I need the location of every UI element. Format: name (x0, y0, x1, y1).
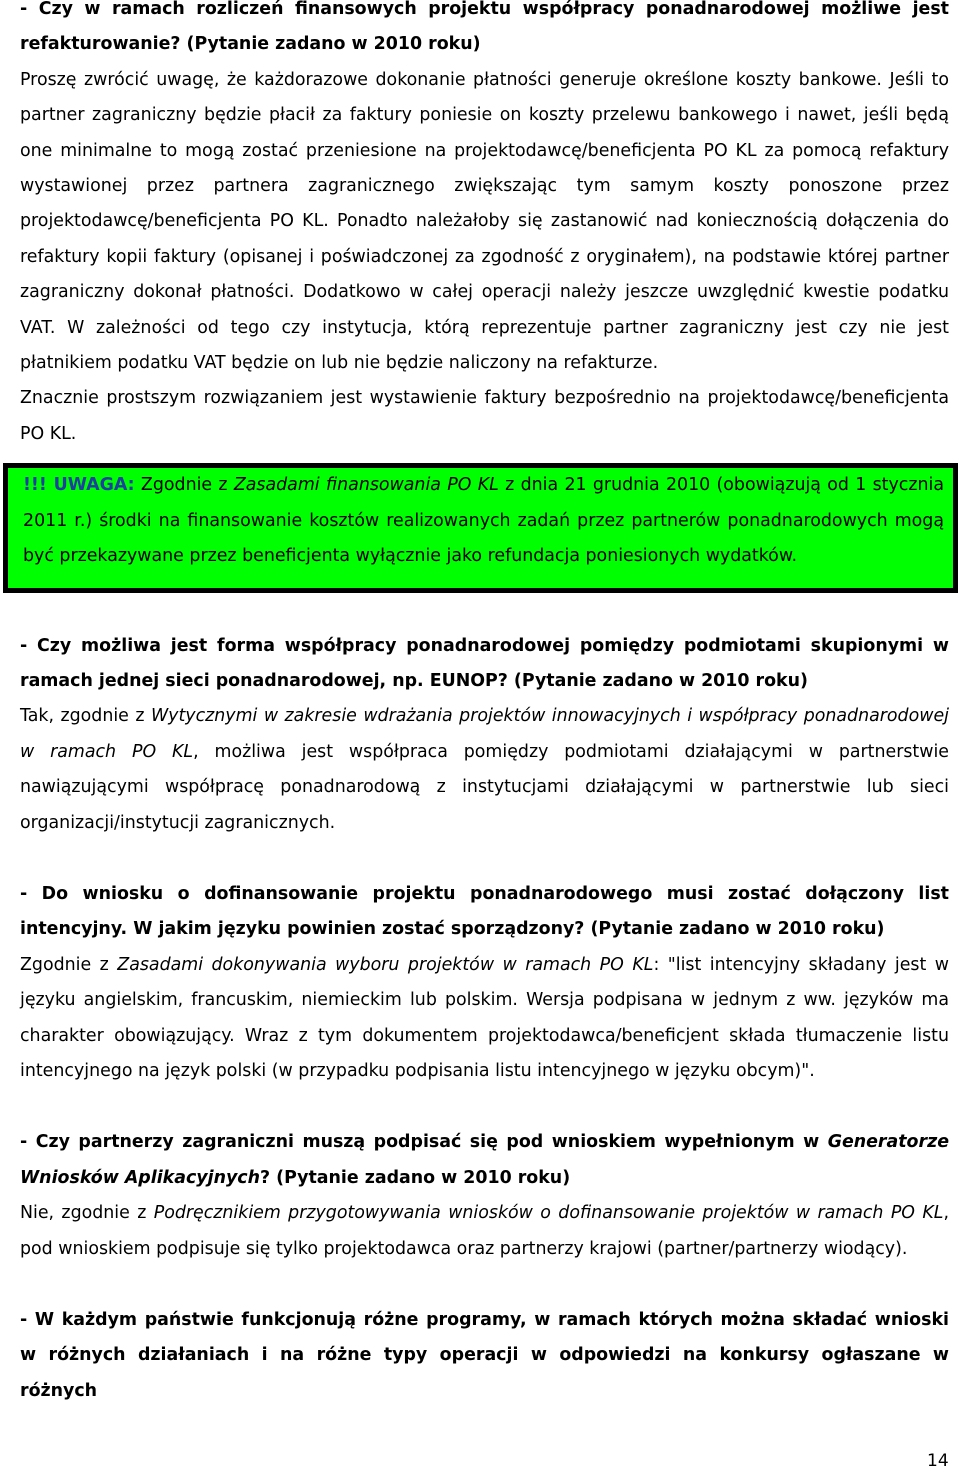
notice-doc-title: Zasadami finansowania PO KL (233, 475, 499, 496)
question-eunop: - Czy możliwa jest forma współpracy ponadnarodowej pomiędzy podmiotami skupionymi w ramach jednej sieci ponadnarodowej, np. EUNOP? (Pytanie zadano w 2010 roku) (20, 635, 949, 691)
answer-list-intencyjny-b: : "list intencyjny składany jest w języku angielskim, francuskim, niemieckim lub polskim. Wersja podpisana w jednym z ww. języków ma charakter obowiązujący. Wraz z tym dokumentem projektodawca/beneficjent składa tłumaczenie listu intencyjnego na język polski (w przypadku podpisania listu intencyjnego w języku obcym)". (20, 954, 949, 1081)
answer-generator (20, 1196, 949, 1267)
question-generator-italic: Generatorze Wniosków Aplikacyjnych (20, 1132, 949, 1188)
spacer (20, 841, 949, 877)
answer-generator-a: Nie, zgodnie z (20, 1203, 154, 1224)
answer-eunop-b: , możliwa jest współpraca pomiędzy podmiotami działającymi w partnerstwie nawiązującymi współpracę ponadnarodową z instytucjami działającymi w partnerstwie lub sieci organizacji/instytucji zagranicznych. (20, 741, 949, 833)
answer-eunop (20, 699, 949, 841)
spacer (20, 593, 949, 629)
answer-list-intencyjny (20, 948, 949, 1090)
answer-refakturowanie-alternative: Znacznie prostszym rozwiązaniem jest wystawienie faktury bezpośrednio na projektodawcę/beneficjenta PO KL. (20, 388, 949, 444)
question-refakturowanie: - Czy w ramach rozliczeń finansowych projektu współpracy ponadnarodowej możliwe jest refakturowanie? (Pytanie zadano w 2010 roku) (20, 0, 949, 55)
notice-text-a: Zgodnie z (134, 475, 234, 496)
document-page (20, 0, 949, 1409)
spacer (20, 1267, 949, 1303)
answer-refakturowanie: Proszę zwrócić uwagę, że każdorazowe dokonanie płatności generuje określone koszty bankowe. Jeśli to partner zagraniczny będzie płacił za faktury poniesie on koszty przelewu bankowego i nawet, jeśli będą one minimalne to mogą zostać przeniesione na projektodawcę/beneficjenta PO KL za pomocą refaktury wystawionej przez partnera zagranicznego zwiększając tym samym koszty ponoszone przez projektodawcę/beneficjenta PO KL. Ponadto należałoby się zastanowić nad koniecznością dołączenia do refaktury kopii faktury (opisanej i poświadczonej za zgodność z oryginałem), na podstawie której partner zagraniczny dokonał płatności. Dodatkowo w całej operacji należy jeszcze uwzględnić kwestie podatku VAT. W zależności od tego czy instytucja, którą reprezentuje partner zagraniczny jest czy nie jest płatnikiem podatku VAT będzie on lub nie będzie naliczony na refakturze. (20, 69, 949, 374)
notice-text-b: z dnia 21 grudnia 2010 (obowiązują od 1 stycznia 2011 r.) środki na finansowanie kosztów realizowanych zadań przez partnerów ponadnarodowych mogą być przekazywane przez beneficjenta wyłącznie jako refundacja poniesionych wydatków. (23, 475, 944, 567)
answer-eunop-a: Tak, zgodnie z (20, 706, 151, 727)
answer-generator-doc-title: Podręcznikiem przygotowywania wniosków o dofinansowanie projektów w ramach PO KL (153, 1203, 944, 1224)
spacer (20, 1089, 949, 1125)
page-number: 14 (927, 1451, 949, 1471)
question-generator-b: ? (Pytanie zadano w 2010 roku) (259, 1167, 571, 1188)
question-generator (20, 1125, 949, 1196)
answer-list-intencyjny-a: Zgodnie z (20, 954, 118, 975)
notice-label: !!! UWAGA: (23, 475, 135, 496)
question-list-intencyjny: - Do wniosku o dofinansowanie projektu ponadnarodowego musi zostać dołączony list intencyjny. W jakim języku powinien zostać sporządzony? (Pytanie zadano w 2010 roku) (20, 883, 949, 940)
notice-box (3, 463, 958, 592)
answer-list-intencyjny-doc-title: Zasadami dokonywania wyboru projektów w ramach PO KL (117, 954, 654, 975)
answer-eunop-doc-title: Wytycznymi w zakresie wdrażania projektów innowacyjnych i współpracy ponadnarodowej w ramach PO KL (20, 706, 949, 762)
question-generator-a: - Czy partnerzy zagraniczni muszą podpisać się pod wnioskiem wypełnionym w (20, 1132, 828, 1153)
answer-generator-b: , pod wnioskiem podpisuje się tylko projektodawca oraz partnerzy krajowi (partner/partnerzy wiodący). (20, 1203, 949, 1259)
notice-text (23, 468, 944, 574)
question-programy: - W każdym państwie funkcjonują różne programy, w ramach których można składać wnioski w różnych działaniach i na różne typy operacji w odpowiedzi na konkursy ogłaszane w różnych (20, 1310, 949, 1401)
